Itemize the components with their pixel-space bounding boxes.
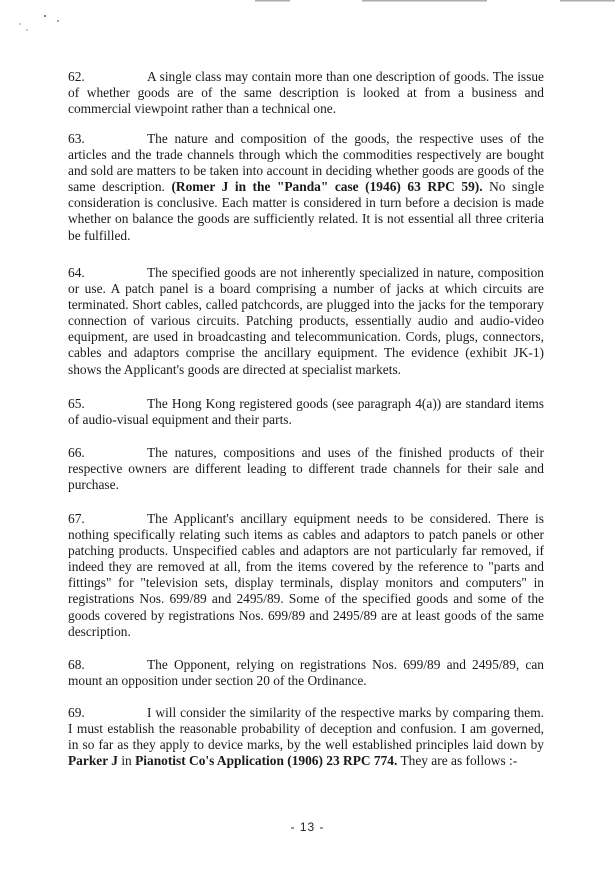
paragraph-text: The Hong Kong registered goods (see paragraph 4(a)) are standard items of audio-visual equipment and their parts. [68,396,544,428]
paragraph-text-continued: They are as follows :- [397,753,518,769]
paragraph-number: 68. [68,657,85,672]
paragraph-number: 62. [68,69,85,84]
case-citation: (Romer J in the "Panda" case (1946) 63 RPC 59). [171,179,483,195]
paragraph-text: A single class may contain more than one description of goods. The issue of whether goods are of the same description is looked at from a business and commercial viewpoint rather than a technical one. [68,69,544,117]
scan-edge-top-2 [362,0,487,2]
paragraph-69 [68,705,544,769]
paragraph-number: 64. [68,265,85,280]
paragraph-65 [68,396,544,428]
paragraph-number: 67. [68,511,85,526]
paragraph-68 [68,657,544,689]
paragraph-62 [68,69,544,117]
paragraph-number: 66. [68,445,85,460]
scan-speck [26,29,28,31]
paragraph-text: I will consider the similarity of the respective marks by comparing them. I must establish the reasonable probability of deception and confusion. I am governed, in so far as they apply to device marks, by the well established principles laid down by [68,705,544,753]
paragraph-63 [68,131,544,244]
citation-judge: Parker J [68,753,118,769]
case-citation: Pianotist Co's Application (1906) 23 RPC 774. [135,753,398,769]
page-number: - 13 - [290,820,325,834]
paragraph-text: The natures, compositions and uses of the finished products of their respective owners are different leading to different trade channels for their sale and purchase. [68,445,544,493]
scan-edge-top-3 [560,0,615,2]
scan-speck [57,20,59,22]
citation-connector: in [117,753,136,769]
paragraph-text: The Opponent, relying on registrations Nos. 699/89 and 2495/89, can mount an opposition under section 20 of the Ordinance. [68,657,544,689]
paragraph-number: 63. [68,131,85,146]
paragraph-66 [68,445,544,493]
paragraph-text-continued: No single consideration is conclusive. Each matter is considered in turn before a decision is made whether on balance the goods are sufficiently related. It is not essential all three criteria be fulfilled. [68,179,545,243]
paragraph-number: 69. [68,705,85,720]
paragraph-67 [68,511,544,640]
scan-edge-top-1 [255,0,290,2]
scan-speck [19,23,21,25]
scan-speck [44,15,46,17]
paragraph-text: The specified goods are not inherently specialized in nature, composition or use. A patch panel is a board comprising a number of jacks at which circuits are terminated. Short cables, called patchcords, are plugged into the jacks for the temporary connection of various circuits. Patching products, essentially audio and audio-video equipment, are used in broadcasting and telecommunication. Cords, plugs, connectors, cables and adaptors comprise the ancillary equipment. The evidence (exhibit JK-1) shows the Applicant's goods are directed at specialist markets. [68,265,544,377]
paragraph-number: 65. [68,396,85,411]
paragraph-text: The Applicant's ancillary equipment needs to be considered. There is nothing specifically relating such items as cables and adaptors to patch panels or other patching products. Unspecified cables and adaptors are not particularly far removed, if indeed they are removed at all, from the items covered by the reference to "parts and fittings" for "television sets, display terminals, display monitors and computers" in registrations Nos. 699/89 and 2495/89. Some of the specified goods and some of the goods covered by registrations Nos. 699/89 and 2495/89 are at least goods of the same description. [68,511,544,639]
paragraph-text: The nature and composition of the goods, the respective uses of the articles and the trade channels through which the commodities respectively are bought and sold are matters to be taken into account in deciding whether goods are goods of the same description. [68,131,544,195]
paragraph-64 [68,265,544,378]
